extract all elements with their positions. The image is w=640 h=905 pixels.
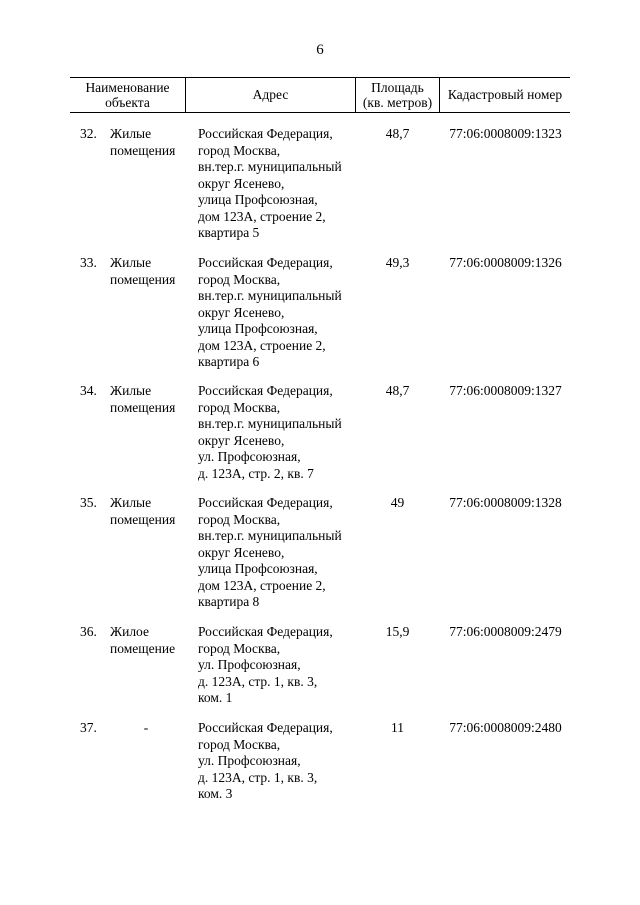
- object-name-line: помещения: [110, 142, 176, 158]
- header-name-line1: Наименование: [85, 79, 170, 95]
- object-name-line: помещения: [110, 511, 176, 527]
- address-line: улица Профсоюзная,: [198, 561, 318, 576]
- address-line: ком. 1: [198, 690, 233, 705]
- address-line: д. 123А, стр. 2, кв. 7: [198, 465, 314, 481]
- page-number: 6: [316, 42, 324, 58]
- area-cell: 49: [390, 495, 405, 510]
- address-line: ул. Профсоюзная,: [198, 449, 301, 464]
- address-line: дом 123А, строение 2,: [198, 208, 326, 224]
- address-line: квартира 5: [198, 225, 260, 240]
- address-line: ул. Профсоюзная,: [198, 753, 301, 768]
- header-name-line2: объекта: [105, 94, 150, 110]
- address-line: округ Ясенево,: [198, 304, 285, 320]
- address-line: вн.тер.г. муниципальный: [198, 416, 342, 431]
- address-line: дом 123А, строение 2,: [198, 337, 326, 353]
- address-line: округ Ясенево,: [198, 432, 285, 448]
- header-area-line2: (кв. метров): [362, 94, 433, 110]
- address-cell: [198, 255, 358, 371]
- cadastral-number: 77:06:0008009:2479: [449, 624, 562, 639]
- area-cell: 48,7: [385, 126, 410, 141]
- address-line: Российская Федерация,: [198, 255, 333, 270]
- row-number: 33.: [80, 255, 97, 270]
- object-name-line: помещение: [110, 640, 176, 656]
- address-line: вн.тер.г. муниципальный: [198, 288, 342, 303]
- address-cell: [198, 383, 358, 482]
- address-line: Российская Федерация,: [198, 383, 333, 398]
- address-line: вн.тер.г. муниципальный: [198, 528, 342, 543]
- object-name-line: Жилое: [110, 624, 149, 639]
- object-name-line: Жилые: [110, 495, 152, 510]
- address-line: улица Профсоюзная,: [198, 321, 318, 336]
- address-line: город Москва,: [198, 736, 281, 752]
- address-line: Российская Федерация,: [198, 624, 333, 639]
- address-cell: [198, 720, 358, 803]
- address-line: д. 123А, стр. 1, кв. 3,: [198, 769, 318, 785]
- row-number: 35.: [80, 495, 97, 510]
- header-name: [70, 77, 185, 112]
- object-name-line: -: [143, 720, 149, 735]
- address-line: квартира 6: [198, 354, 260, 369]
- area-cell: 15,9: [385, 624, 410, 639]
- row-number: 32.: [80, 126, 97, 141]
- header-area-line1: Площадь: [371, 79, 424, 95]
- address-line: город Москва,: [198, 399, 281, 415]
- row-number: 34.: [80, 383, 97, 398]
- object-name: [110, 383, 200, 416]
- address-line: д. 123А, стр. 1, кв. 3,: [198, 673, 318, 689]
- address-line: ул. Профсоюзная,: [198, 657, 301, 672]
- address-line: округ Ясенево,: [198, 175, 285, 191]
- object-name: [110, 720, 182, 737]
- cadastral-number: 77:06:0008009:1323: [449, 126, 562, 141]
- address-cell: [198, 624, 358, 707]
- object-name: [110, 495, 200, 528]
- address-line: ком. 3: [198, 786, 233, 801]
- cadastral-number: 77:06:0008009:1327: [449, 383, 562, 398]
- address-line: улица Профсоюзная,: [198, 192, 318, 207]
- object-name: [110, 255, 200, 288]
- object-name: [110, 624, 200, 657]
- address-line: дом 123А, строение 2,: [198, 577, 326, 593]
- row-number: 36.: [80, 624, 97, 639]
- area-cell: 48,7: [385, 383, 410, 398]
- cadastral-number: 77:06:0008009:1328: [449, 495, 562, 510]
- address-line: Российская Федерация,: [198, 720, 333, 735]
- object-name: [110, 126, 200, 159]
- object-name-line: помещения: [110, 271, 176, 287]
- address-line: Российская Федерация,: [198, 126, 333, 141]
- address-line: город Москва,: [198, 640, 281, 656]
- object-name-line: Жилые: [110, 255, 152, 270]
- header-area: [356, 77, 439, 112]
- area-cell: 11: [391, 720, 404, 735]
- object-name-line: Жилые: [110, 126, 152, 141]
- cadastral-number: 77:06:0008009:2480: [449, 720, 562, 735]
- address-line: город Москва,: [198, 511, 281, 527]
- address-line: вн.тер.г. муниципальный: [198, 159, 342, 174]
- address-line: квартира 8: [198, 594, 260, 609]
- header-address: Адрес: [252, 87, 289, 102]
- area-cell: 49,3: [385, 255, 410, 270]
- address-line: округ Ясенево,: [198, 544, 285, 560]
- cadastral-number: 77:06:0008009:1326: [449, 255, 562, 270]
- header-cadastral: Кадастровый номер: [447, 87, 563, 102]
- row-number: 37.: [80, 720, 97, 735]
- address-cell: [198, 495, 358, 611]
- address-line: Российская Федерация,: [198, 495, 333, 510]
- address-cell: [198, 126, 358, 242]
- address-line: город Москва,: [198, 142, 281, 158]
- address-line: город Москва,: [198, 271, 281, 287]
- object-name-line: помещения: [110, 399, 176, 415]
- object-name-line: Жилые: [110, 383, 152, 398]
- table-header-rule: [70, 112, 570, 113]
